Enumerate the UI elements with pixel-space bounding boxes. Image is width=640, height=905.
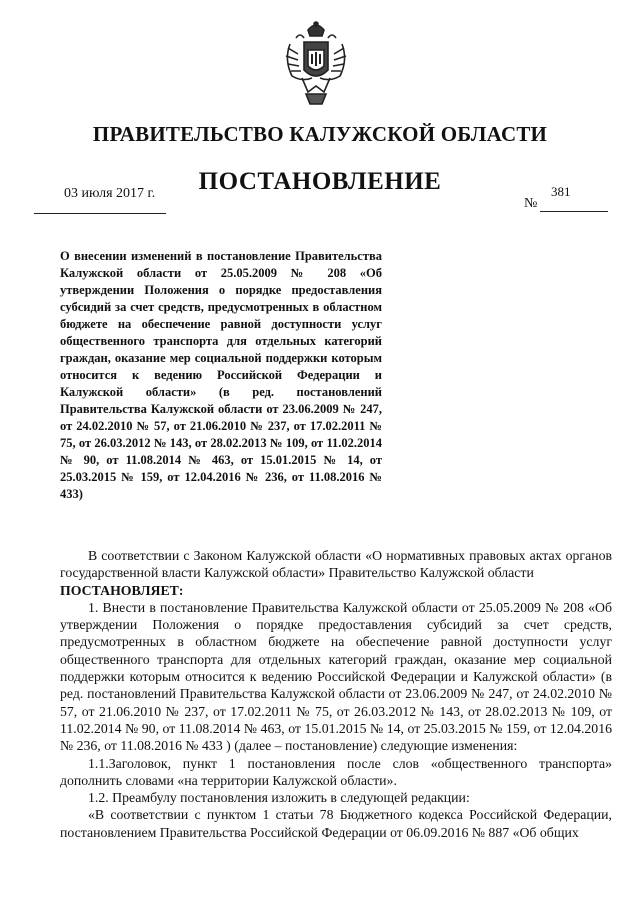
document-type-heading: ПОСТАНОВЛЕНИЕ <box>198 168 442 195</box>
government-title: ПРАВИТЕЛЬСТВО КАЛУЖСКОЙ ОБЛАСТИ <box>92 122 548 146</box>
preamble-text: В соответствии с Законом Калужской области «О нормативных правовых актах органов государственной власти Калужской области» Правительство Калужской области <box>60 548 612 581</box>
number-underline <box>540 211 608 212</box>
subject-heading: О внесении изменений в постановление Правительства Калужской области от 25.05.2009 № 208 «Об утверждении Положения о порядке предоставления субсидий за счет средств, предусмотренных в областном бюджете на обеспечение равной доступности услуг общественного транспорта для отдельных категорий граждан, оказание мер социальной поддержки которым относится к ведению Российской Федерации и Калужской области» (в ред. постановлений Правительства Калужской области от 23.06.2009 № 247, от 24.02.2010 № 57, от 21.06.2010 № 237, от 17.02.2011 № 75, от 26.03.2012 № 143, от 28.02.2013 № 109, от 11.02.2014 № 90, от 11.08.2014 № 463, от 15.01.2015 № 14, от 25.03.2015 № 159, от 12.04.2016 № 236, от 11.08.2016 № 433) <box>60 249 382 501</box>
preamble-paragraph <box>60 547 612 582</box>
number-sign: № <box>524 196 538 211</box>
date-underline <box>34 213 166 214</box>
paragraph-1-2-text: «В соответствии с пунктом 1 статьи 78 Бюджетного кодекса Российской Федерации, постановлением Правительства Российской Федерации от 06.09.2016 № 887 «Об общих <box>60 807 612 840</box>
paragraph-1-1: 1.1.Заголовок, пункт 1 постановления после слов «общественного транспорта» дополнить словами «на территории Калужской области». <box>60 755 612 788</box>
coat-of-arms-emblem <box>282 20 350 106</box>
paragraph-1: 1. Внести в постановление Правительства Калужской области от 25.05.2009 № 208 «Об утверждении Положения о порядке предоставления субсидий за счет средств, предусмотренных в областном бюджете на обеспечение равной доступности услуг общественного транспорта для отдельных категорий граждан, оказание мер социальной поддержки которым относится к ведению Российской Федерации и Калужской области» (в ред. постановлений Правительства Калужской области от 23.06.2009 № 247, от 24.02.2010 № 57, от 21.06.2010 № 237, от 17.02.2011 № 75, от 26.03.2012 № 143, от 28.02.2013 № 109, от 11.02.2014 № 90, от 11.08.2014 № 463, от 15.01.2015 № 14, от 25.03.2015 № 159, от 12.04.2016 № 236, от 11.08.2016 № 433 ) (далее – постановление) следующие изменения: <box>60 599 612 754</box>
document-date: 03 июля 2017 г. <box>64 186 156 201</box>
document-number: 381 <box>551 184 571 199</box>
document-body <box>60 547 612 841</box>
decrees-heading: ПОСТАНОВЛЯЕТ: <box>60 582 184 598</box>
paragraph-1-2: 1.2. Преамбулу постановления изложить в следующей редакции: <box>88 790 470 806</box>
